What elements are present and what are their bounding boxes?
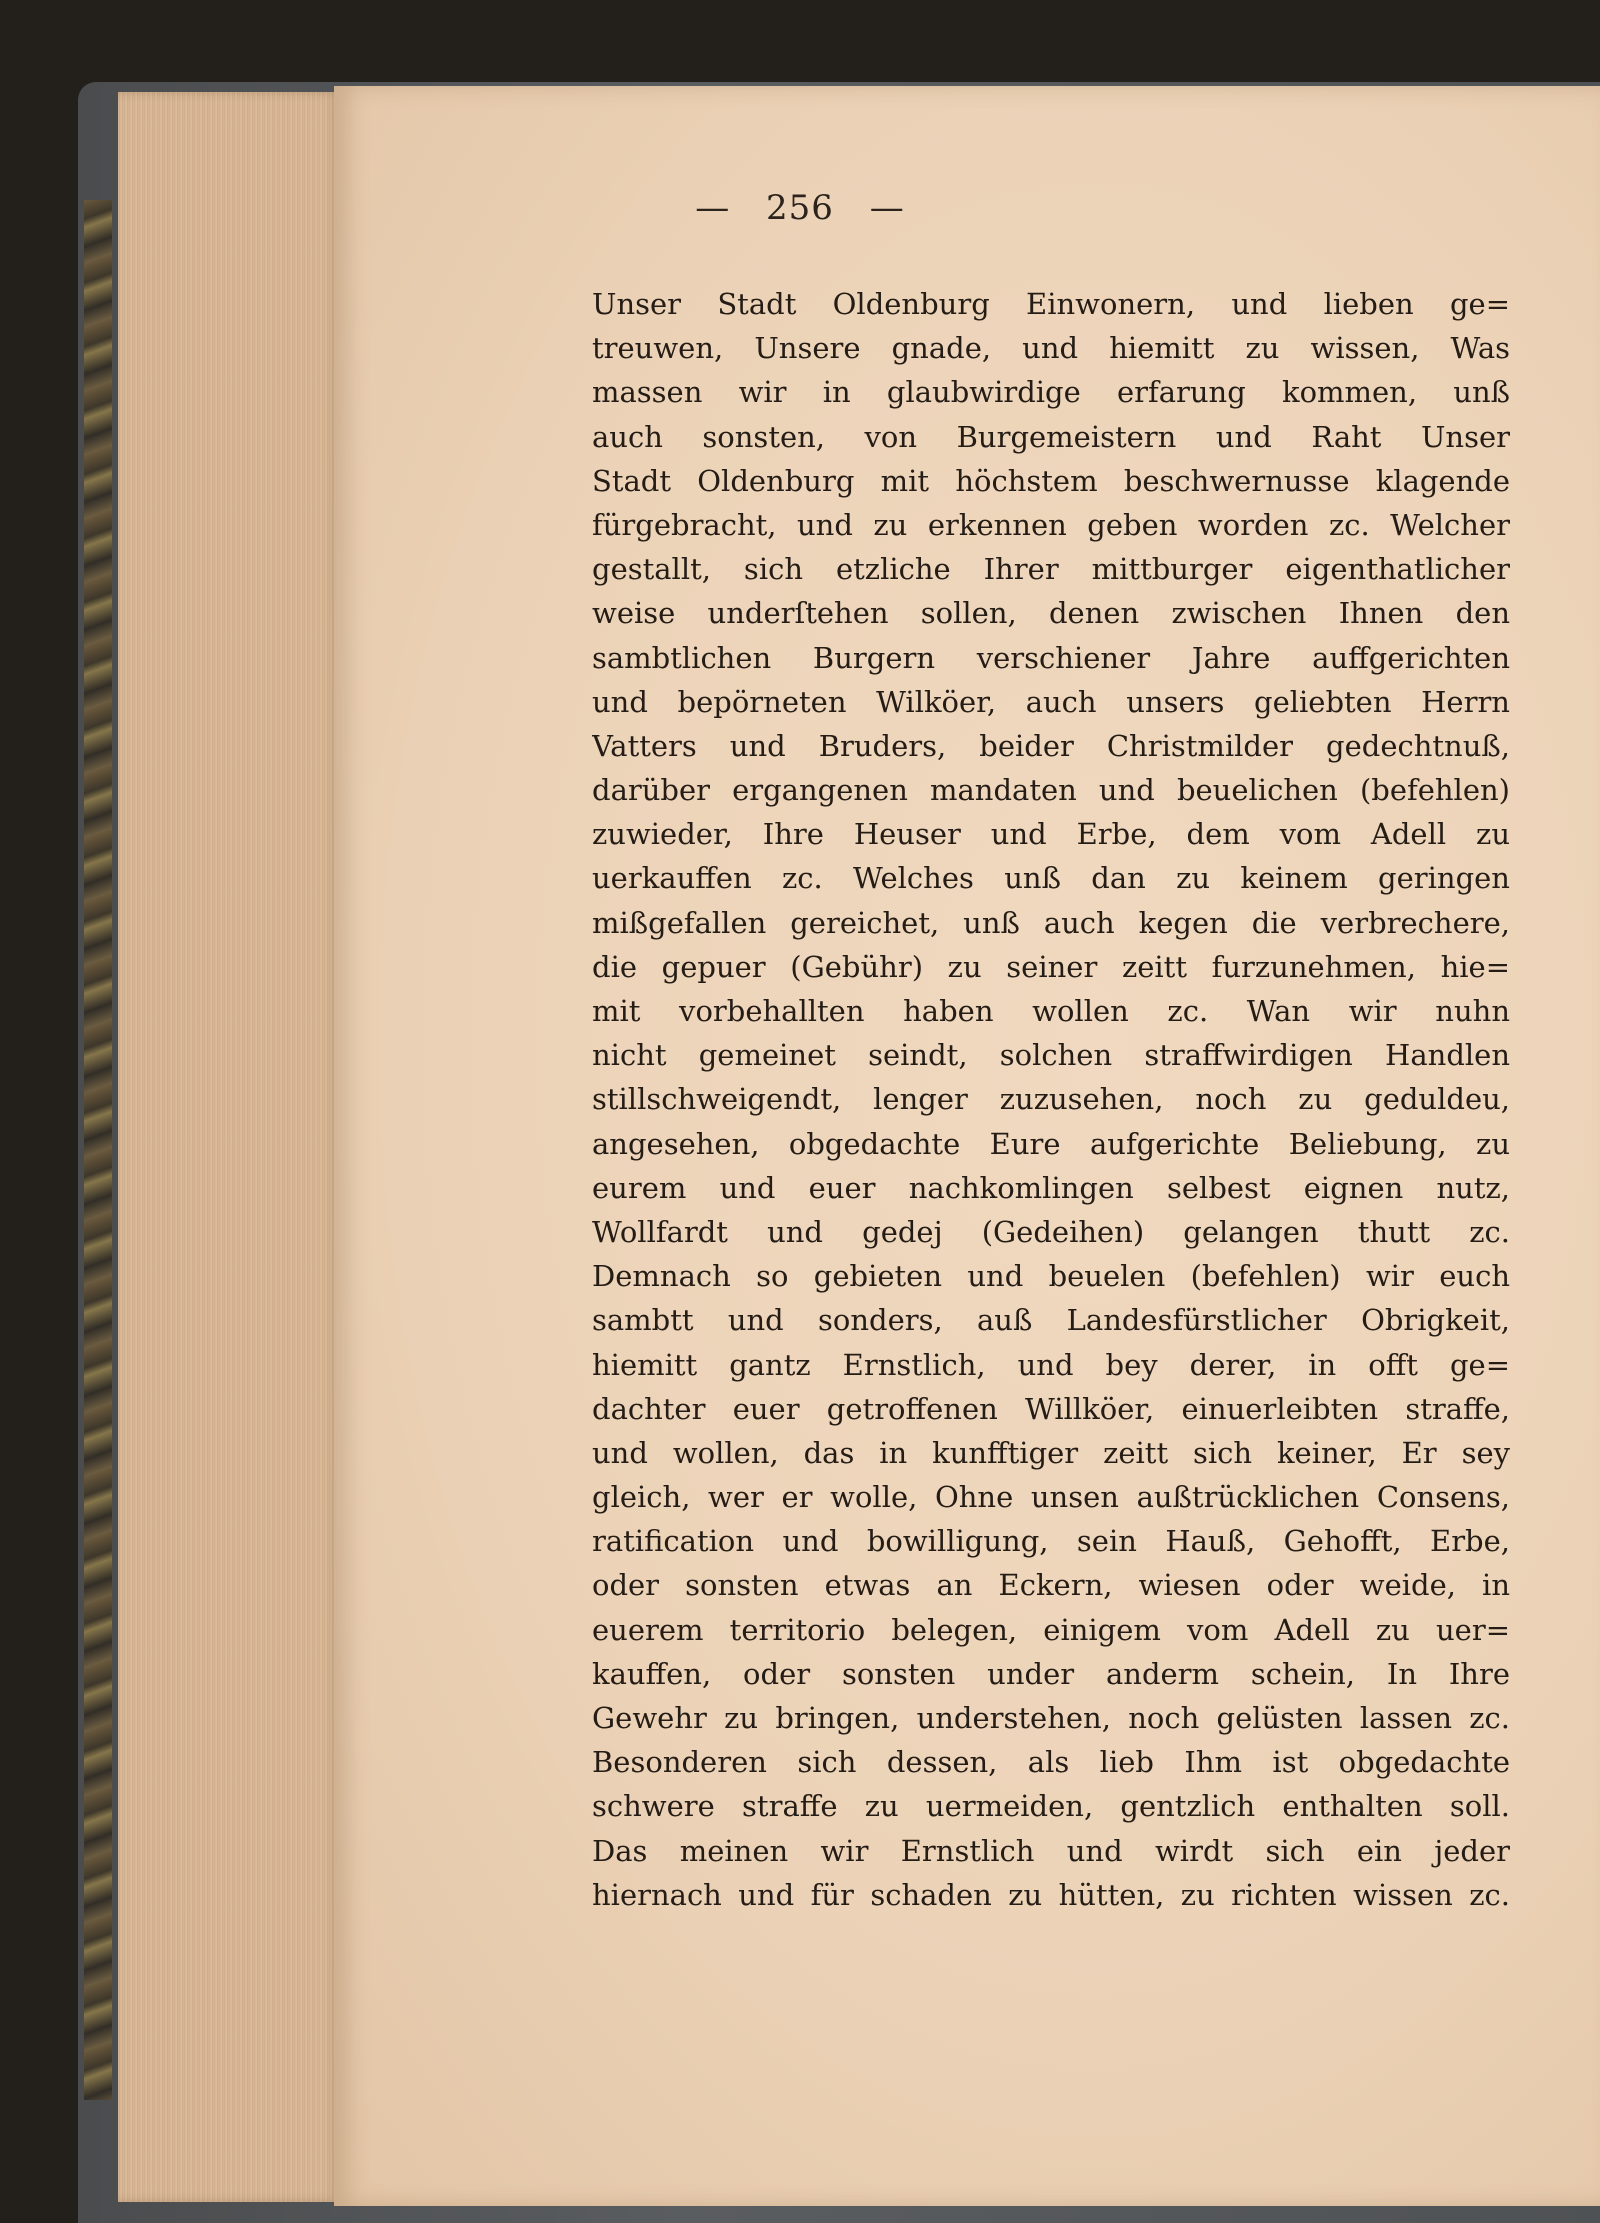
text-line: kauffen, oder sonsten under anderm schein, In Ihre [592, 1656, 1510, 1691]
text-line: auch sonsten, von Burgemeistern und Raht Unser [592, 419, 1510, 454]
text-line: dachter euer getroffenen Willköer, einuerleibten straffe, [592, 1391, 1510, 1426]
text-line: Vatters und Bruders, beider Christmilder gedechtnuß, [592, 728, 1510, 763]
text-line: sambtt und sonders, auß Landesfürstlicher Obrigkeit, [592, 1303, 1510, 1338]
dash-left: — [695, 188, 731, 228]
text-line: mißgefallen gereichet, unß auch kegen die verbrechere, [592, 905, 1510, 940]
text-line: darüber ergangenen mandaten und beuelichen (befehlen) [592, 773, 1510, 808]
text-line: weise underſtehen sollen, denen zwischen Ihnen den [592, 596, 1510, 631]
text-line: Das meinen wir Ernstlich und wirdt sich ein jeder [592, 1833, 1510, 1868]
text-line: Besonderen sich dessen, als lieb Ihm ist obgedachte [592, 1745, 1510, 1780]
text-line: schwere straffe zu uermeiden, gentzlich enthalten soll. [592, 1789, 1510, 1824]
text-line: Unser Stadt Oldenburg Einwonern, und lieben ge= [592, 287, 1510, 321]
text-line: euerem territorio belegen, einigem vom Adell zu uer= [592, 1612, 1510, 1647]
text-line: eurem und euer nachkomlingen selbest eignen nutz, [592, 1170, 1510, 1205]
text-line: ratification und bowilligung, sein Hauß, Gehofft, Erbe, [592, 1524, 1510, 1559]
text-line: nicht gemeinet seindt, solchen straffwirdigen Handlen [592, 1038, 1510, 1073]
marbled-board-edge [84, 200, 112, 2100]
page-number: 256 [766, 188, 834, 228]
text-line: gestallt, sich etzliche Ihrer mittburger eigenthatlicher [592, 552, 1510, 587]
text-line: hiernach und für schaden zu hütten, zu richten wissen zc. [592, 1877, 1510, 1912]
text-line: Demnach so gebieten und beuelen (befehlen) wir euch [592, 1259, 1510, 1294]
body-text [592, 282, 1510, 1917]
text-line: und bepörneten Wilköer, auch unsers geliebten Herrn [592, 684, 1510, 719]
page-number-header [0, 188, 1600, 228]
text-line: angesehen, obgedachte Eure aufgerichte Beliebung, zu [592, 1126, 1510, 1161]
text-line: gleich, wer er wolle, Ohne unsen außtrücklichen Consens, [592, 1480, 1510, 1515]
page-edges [118, 92, 340, 2202]
text-line: Stadt Oldenburg mit höchstem beschwernusse klagende [592, 463, 1510, 498]
text-line: uerkauffen zc. Welches unß dan zu keinem geringen [592, 861, 1510, 896]
text-line: fürgebracht, und zu erkennen geben worden zc. Welcher [592, 507, 1510, 542]
text-line: treuwen, Unsere gnade, und hiemitt zu wissen, Was [592, 331, 1510, 366]
text-line: stillschweigendt, lenger zuzusehen, noch zu geduldeu, [592, 1082, 1510, 1117]
text-line: die gepuer (Gebühr) zu seiner zeitt furzunehmen, hie= [592, 949, 1510, 984]
text-line: Gewehr zu bringen, understehen, noch gelüsten lassen zc. [592, 1701, 1510, 1735]
text-line: sambtlichen Burgern verschiener Jahre auffgerichten [592, 640, 1510, 675]
dash-right: — [869, 188, 905, 228]
text-line: zuwieder, Ihre Heuser und Erbe, dem vom Adell zu [592, 817, 1510, 852]
text-line: Wollfardt und gedej (Gedeihen) gelangen thutt zc. [592, 1214, 1510, 1249]
text-line: massen wir in glaubwirdige erfarung kommen, unß [592, 375, 1510, 410]
text-line: hiemitt gantz Ernstlich, und bey derer, in offt ge= [592, 1347, 1510, 1382]
text-line: mit vorbehallten haben wollen zc. Wan wir nuhn [592, 994, 1510, 1028]
text-line: und wollen, das in kunfftiger zeitt sich keiner, Er sey [592, 1435, 1510, 1470]
text-line: oder sonsten etwas an Eckern, wiesen oder weide, in [592, 1568, 1510, 1603]
